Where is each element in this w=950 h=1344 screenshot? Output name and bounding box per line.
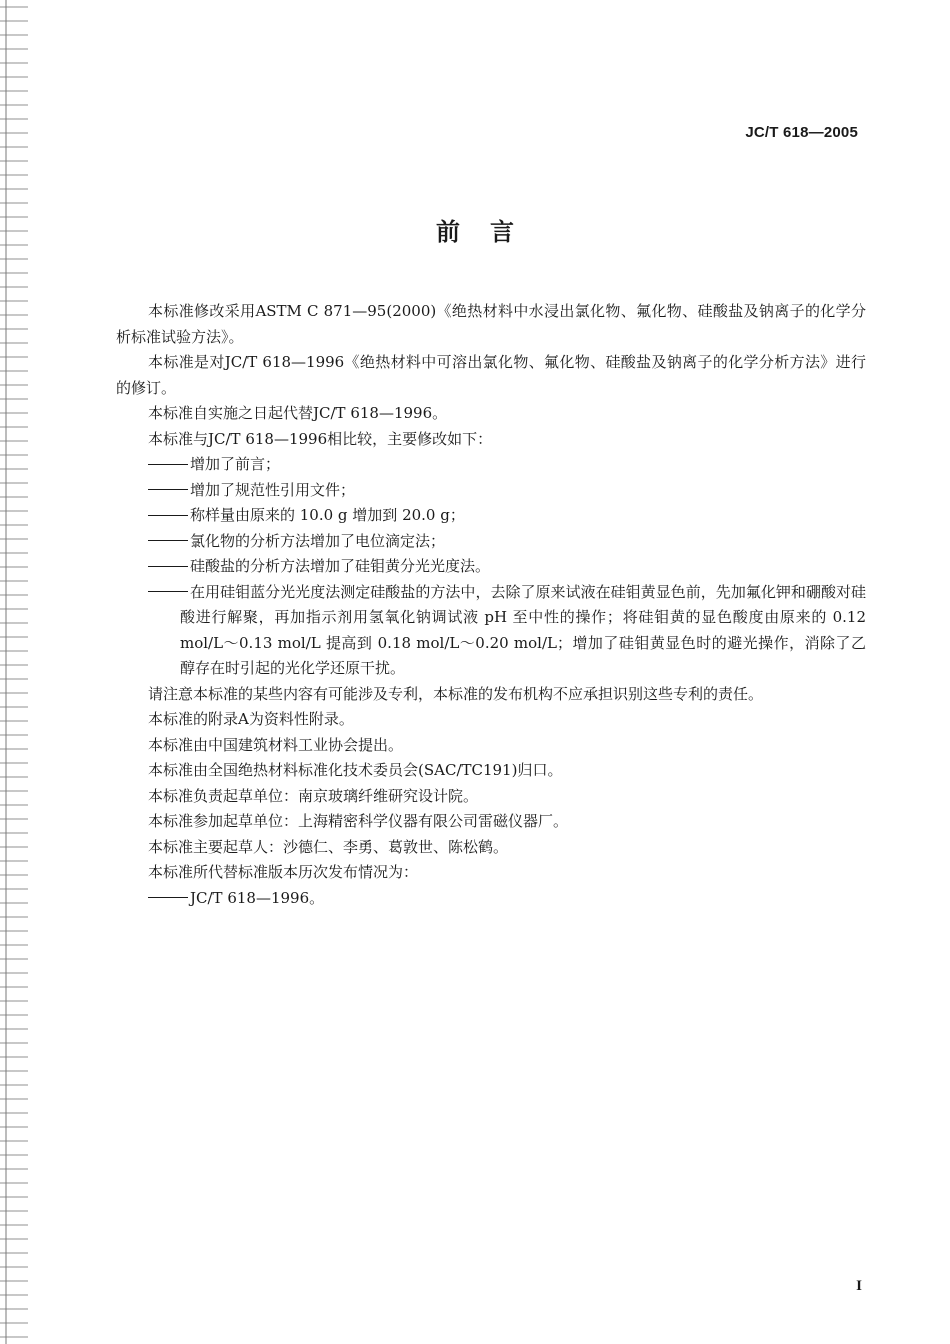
change-text: 硅酸盐的分析方法增加了硅钼黄分光光度法。 bbox=[190, 557, 491, 575]
scan-binding-line bbox=[5, 0, 7, 1344]
dash-mark bbox=[148, 464, 188, 465]
change-item bbox=[116, 554, 866, 580]
page-number: I bbox=[856, 1278, 862, 1294]
change-text: 氯化物的分析方法增加了电位滴定法； bbox=[190, 531, 446, 550]
paragraph-history-intro: 本标准所代替标准版本历次发布情况为： bbox=[148, 863, 419, 881]
foreword-body bbox=[116, 299, 866, 911]
dash-mark bbox=[148, 897, 188, 898]
paragraph-drafting-unit: 本标准负责起草单位：南京玻璃纤维研究设计院。 bbox=[148, 786, 479, 805]
history-text: JC/T 618—1996。 bbox=[190, 888, 325, 907]
dash-mark bbox=[148, 591, 188, 592]
paragraph-proposer: 本标准由中国建筑材料工业协会提出。 bbox=[148, 735, 404, 754]
change-item bbox=[116, 452, 866, 478]
dash-mark bbox=[148, 515, 188, 516]
change-item bbox=[116, 503, 866, 529]
history-item bbox=[116, 886, 866, 912]
standard-code: JC/T 618—2005 bbox=[745, 124, 858, 141]
paragraph-changes-intro: 本标准与JC/T 618—1996相比较，主要修改如下： bbox=[148, 429, 493, 448]
paragraph-drafters: 本标准主要起草人：沙德仁、李勇、葛敦世、陈松鹤。 bbox=[148, 837, 509, 856]
paragraph-revision: 本标准是对JC/T 618—1996《绝热材料中可溶出氯化物、氟化物、硅酸盐及钠离子的化学分析方法》进行的修订。 bbox=[116, 353, 866, 397]
change-item bbox=[116, 478, 866, 504]
dash-mark bbox=[148, 566, 188, 567]
paragraph-patent-notice: 请注意本标准的某些内容有可能涉及专利，本标准的发布机构不应承担识别这些专利的责任。 bbox=[148, 684, 764, 703]
paragraph-committee: 本标准由全国绝热材料标准化技术委员会(SAC/TC191)归口。 bbox=[148, 761, 563, 779]
change-item bbox=[116, 529, 866, 555]
page-title: 前言 bbox=[436, 218, 544, 246]
change-text: 称样量由原来的 10.0 g 增加到 20.0 g； bbox=[190, 506, 465, 524]
change-text: 增加了规范性引用文件； bbox=[190, 480, 356, 499]
dash-mark bbox=[148, 489, 188, 490]
paragraph-adoption: 本标准修改采用ASTM C 871—95(2000)《绝热材料中水浸出氯化物、氟化物、硅酸盐及钠离子的化学分析标准试验方法》。 bbox=[116, 302, 866, 346]
paragraph-participating-unit: 本标准参加起草单位：上海精密科学仪器有限公司雷磁仪器厂。 bbox=[148, 812, 569, 830]
dash-mark bbox=[148, 540, 188, 541]
change-text: 增加了前言； bbox=[190, 455, 281, 473]
paragraph-appendix: 本标准的附录A为资料性附录。 bbox=[148, 710, 354, 728]
change-text: 在用硅钼蓝分光光度法测定硅酸盐的方法中，去除了原来试液在硅钼黄显色前，先加氟化钾和硼酸对硅酸进行解聚，再加指示剂用氢氧化钠调试液 pH 至中性的操作；将硅钼黄的显色酸度由原来的 0.12 mol/L～0.13 mol/L 提高到 0.18 mol/L～0.20 mol/L；增加了硅钼黄显色时的避光操作，消除了乙醇存在时引起的光化学还原干扰。 bbox=[180, 582, 866, 677]
paragraph-replacement: 本标准自实施之日起代替JC/T 618—1996。 bbox=[148, 404, 448, 422]
change-item bbox=[116, 580, 866, 682]
